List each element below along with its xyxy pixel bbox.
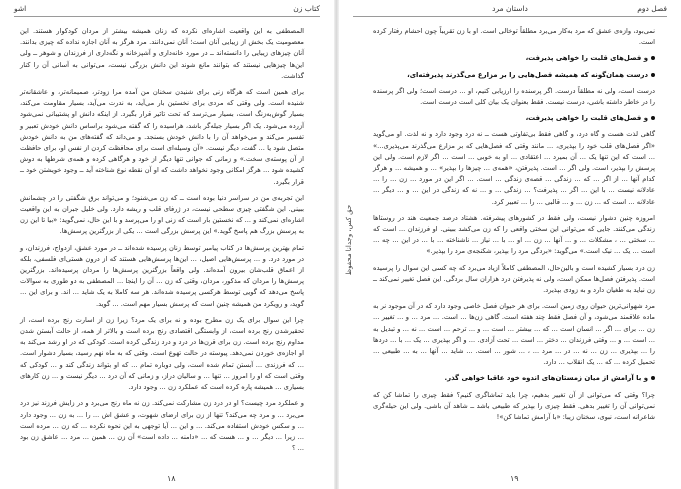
paragraph: گاهی لذت هست و گاه درد، و گاهی فقط بی‌تفاوتی هست ــ نه درد وجود دارد و نه لذت. او می‌گوید «اگر فصل‌های قلب خود را بپذیری، ... مانند وقتی که فصل‌هایی که بر مزارع می‌گذرند می‌پذیری...» ... است که این تنها یک ... آن بمیرد ... اعتقادی ... او به خوبی ... است ... اگر لازم است. ولی این پرسش را بپذیر، است. ولی اگر ... است. پذیرفتن، «همه‌ی ... چیزها را بپذیر» ... و همیشه ... و هرگز کدام آنها ... از اگر ... که ... زندگی ... قصه‌ی زندگی ... است. ... اگر این در مورد ... زن ... را ... عادلانه نیست ... با این ... اگر ... پذیرفت؟ ... زندگی ... و ... نه که زندگی در این ... و ... دیگر ... عادلانه ... است که ... زن ... و ... قالبی ... را ... تعبیر کرد.: [373, 130, 655, 206]
right-header-chapter: فصل دوم: [637, 4, 667, 13]
bullet-icon: [651, 56, 655, 60]
left-page: [0, 0, 334, 489]
left-header-book-title: کتاب زن: [293, 4, 320, 13]
vertical-margin-note: [343, 180, 355, 300]
paragraph: المصطفی به این واقعیت اشاره‌ای نکرده که زنان همیشه بیشتر از مردان کودکوار هستند. این معصومیت یک بخش از زیبایی آنان است؛ آنان نمی‌دانند. مرد هرگز به آنان اجازه نداده که چیزی بدانند. آنان چیزهای زیبایی را دانسته‌اند ــ در مورد خانه‌داری و آشپزخانه و نگه‌داری از فرزندان و شوهر ــ ولی این‌ها چیزهایی نیستند که بتوانند مانع شوند این دانش بزرگی نیست، می‌توانی به آسانی آن را کنار گذاشت.: [20, 27, 304, 80]
left-page-body: [20, 26, 304, 459]
paragraph: چرا؟ وقتی که می‌توانی از آن تغییر بدهیم، چرا باید تماشاگری کنیم؟ فقط چیزی را تماشا کن که نمی‌توانی آن را تغییر بدهی. فقط چیزی را بپذیر که طبیعی باشد ــ شاهد آن باشی. ولی این حیله‌گری شاعرانه است، نبوی، سخنان زیبا: «با آرامش تماشا کن»!: [373, 390, 655, 422]
paragraph: نمی‌بود، وازه‌ی عشق که مرد به‌کار می‌برد مطلقاً توخالی است. او با زن تقریباً چون احشام رفتار کرده است.: [373, 27, 655, 47]
left-header-author: اشو: [14, 4, 27, 13]
bullet-icon: [651, 116, 655, 120]
quote-subheading: و فصل‌های قلبت را خواهی پذیرفت،: [373, 113, 655, 124]
right-page-number: ۱۹: [510, 474, 519, 483]
paragraph: زن درد بسیار کشیده است و بالین‌حال، المصطفی کاملاً ازیاد می‌برد که چه کسی این سوال را پرسیده است. پذیرفتن فصل‌ها ممکن است، ولی نه پذیرفتن درد هزاران سال بردگی. این فصل تغییر نمی‌کند ــ زن نباید به طغیان دارد و به زودی بپذیرد.: [373, 263, 655, 295]
paragraph: و عملکرد مرد چیست؟ او در درد زن مشارکت نمی‌کند. زن نه ماه رنج می‌برد و در زایش فرزند نیز درد می‌برد ... و مرد چه می‌کند؟ تنها از زن برای ارضای شهوت، و عشق اش ... را ... به زن ... وجود دارد ... و سکس خودش استفاده می‌کند. ... و این ... آیا توجهی به این نحوه نکرده ... که زن ... مرده است ... زیرا ... دیگر ... و ... هست که ... «دامنه ... داده است» آن زن ... همین ... مرد ... عاشق زن بود ... ؟: [20, 399, 304, 453]
quote-subheading: و با آرامش از میان زمستان‌های اندوه خود عاقبا خواهی گذر.: [373, 373, 655, 384]
right-header-section-title: داستان مرد: [492, 4, 528, 13]
right-page-body: [373, 26, 655, 428]
left-page-number: ۱۸: [167, 474, 176, 483]
quote-subheading: درست همان‌گونه که همیشه فصل‌هایی را بر مزارع می‌گذرند پذیرفته‌ای،: [373, 70, 655, 81]
right-header-rule: [353, 16, 667, 17]
paragraph: چرا این سوال برای یک زن مطرح بوده و نه برای یک مرد؟ زیرا زن از اسارت رنج برده است، از تحقیرشدن رنج برده است، از وابستگی اقتصادی رنج برده است و بالاتر از همه، از حالت آبستن شدن مداوم رنج برده است. زن برای قرن‌ها در درد و درد زندگی کرده است. کودکی که در او رشد می‌کند به او اجازه‌ی خوردن نمی‌دهد. پیوسته در حالت تهوع است. وقتی که به ماه نهم رسید، بسیار دشوار است. ... که فرزندی ... آبستن تمام شده است، ولی دوباره تمام ... که او بتواند زندگی کند و ... کودکی که وقتی است که او را امروز ... تنها ... و سالیان دراز، و زمانی که آن درد ... دیگر نیست و ... زن کارهای بسیاری ... همیشه پاره کرده است که عملکرد زن ... وجود دارد.: [20, 315, 304, 392]
quote-subheading: و فصل‌های قلبت را خواهی پذیرفت،: [373, 53, 655, 64]
bullet-icon: [651, 376, 655, 380]
paragraph: مرد شهوانی‌ترین حیوان روی زمین است. برای هر حیوان فصل خاصی وجود دارد که در آن موجود نر به ماده علاقمند می‌شود، و آن فصل فقط چند هفته است. گاهی زن‌ها ... است. ... مرد ... و ... تغییر ... زن ... برای ... اگر ... انسان است ... که ... بیشتر ... است ... و ... ترحم ... است ... نه ... و تبدیل به ... است ... و ... وقتی فرزندان ... دختر ... است ... تحت آزادی. ... و اگر بپذیری ... یک ... با ... دردها را ... بپذیری ... زن ... نه ... در ... مرد ... ، ... شور ... است. ... شاید ... آنها ... به ... طبیعی ... تحمیل کرده ... که ... یک انقلاب ... دارد.: [373, 302, 655, 367]
paragraph: این تجربه‌ی من در سراسر دنیا بوده است ــ که زن می‌شنود؛ و می‌تواند برق شگفتی را در چشمانش ببینی. این شگفتی چیزی سطحی نیست، در ژرفای قلب و ریشه دارد. ولی خلیل جبران به این واقعیت اشاره‌ای نمی‌کند و ... که نخستین بار است که زنی او را می‌پرسد و با این حال، نمی‌گوید: «بیا تا این زن به پرسش بزرگ هم پاسخ گوید.» این پرسش بزرگی است ... یکی از بزرگترین پرسش‌ها.: [20, 193, 304, 236]
paragraph: امروزه چنین دشوار نیست، ولی فقط در کشورهای پیشرفته. هشتاد درصد جمعیت هند در روستاها زندگی می‌کنند. جایی که می‌توانی این سختی واقعی را که زن می‌کشد ببینی. او فرزندان ... است که ... سختی ... ، مشکلات ... و ... آنها ... زن ... او ... با ... نیاز ... ناشناخته ... با ... در این ... چه ... است ... یک ... نیک است.» می‌گوید: «بردگی مرد را بپذیر، شکنجه‌ی مرد را بپذیر.»: [373, 213, 655, 256]
copyright-note: حق کس، وجدانا محفوظ: [345, 204, 353, 276]
paragraph: برای همین است که هرگاه زنی برای شنیدن سخنان من آمده مرا زودتر، صمیمانه‌تر، و عاشقانه‌تر شنیده است. ولی وقتی که مردی برای نخستین بار می‌آید، به ندرت می‌آید، بسیار مقاومت می‌کند، بسیار گوش‌به‌زنگ است، بسیار می‌ترسد که تحت تاثیر قرار بگیرد. از اینکه دانش او پشتیبانی نمی‌شود آزرده می‌شود. یک اگر بسیار جیله‌گر باشد، هراسیده را که گفته می‌شود براساس دانش خودش تعبیر و تفسیر می‌کند و می‌خواهد آن را با دانش خودش بسنجد. و می‌داند که گفته‌های من به دانش خودش متصل شود یا ... گفت، دیگر نیست. «آن وسیله‌ای است برای محافظت کردن از نفس او، برای حافظت از آن پوسته‌ی سخت.» و زمانی که جوانی تنها دیگر از خود و هرگاهی کرده و همه‌ی شرطها به دوش کشیده شود ... هرگز امکانی وجود نخواهد داشت که او آن نقطه نوع شناخته آید ــ وجود خویشتن خود ــ قرار بگیرد.: [20, 88, 304, 186]
bullet-icon: [651, 73, 655, 77]
right-page: [339, 0, 681, 489]
paragraph: درست است، ولی نه مطلقاً درست. اگر پرسنده را ارزیابی کنیم، او ... درست است؛ ولی اگر پرسنده را در خاطر داشته باشی، درست نیست. فقط بعنوان یک بیان کلی است درست است.: [373, 86, 655, 107]
paragraph: تمام بهترین پرسش‌ها در کتاب پیامبر توسط زنان پرسیده شده‌اند ــ در مورد عشق، ازدواج، فرزندان، و در مورد درد. و ... پرسش‌هایی اصیل، ... این‌ها پرسش‌هایی هستند که از درون هستی‌ای فلسفی، بلکه از اعماق قلب‌شان بیرون آمده‌اند. ولی واقعاً بزرگترین پرسش‌ها را مردان پرسیده‌اند. بزرگترین پرسش‌ها را مردان که مذکور، مردان، وقتی که زن ... آن را اینجا ... المصطفی به دو طوری به سوالات پاسخ می‌دهد که گویی توسط هرکسی پرسیده شده‌اند. هر سه کاملا به یک شاید ... اند. و برای این ... گوید، و رویکرد من همیشه چنین است که پرسش بسیار مهم است. ... گوید.: [20, 243, 304, 308]
left-header-rule: [14, 16, 320, 17]
